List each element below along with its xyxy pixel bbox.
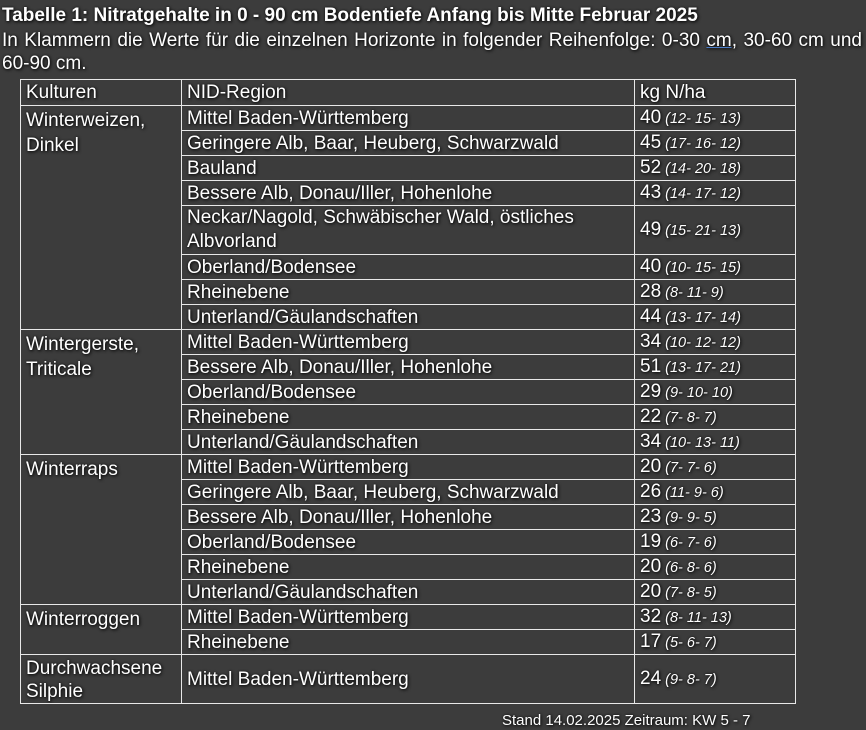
value-cell (635, 505, 796, 530)
table-header-row (21, 80, 796, 106)
horizon-values: (9- 8- 7) (665, 671, 717, 688)
value-cell (635, 305, 796, 330)
horizon-values: (11- 9- 6) (665, 484, 724, 501)
kg-value: 43 (640, 181, 662, 203)
horizon-values: (6- 7- 6) (665, 534, 717, 551)
value-cell (635, 206, 796, 255)
kultur-cell: Winterweizen, Dinkel (21, 106, 182, 330)
horizon-values: (6- 8- 6) (665, 559, 717, 576)
kg-value: 20 (640, 555, 662, 577)
region-cell: Unterland/Gäulandschaften (182, 580, 635, 605)
region-cell: Mittel Baden-Württemberg (182, 106, 635, 131)
region-cell: Oberland/Bodensee (182, 380, 635, 405)
nitrate-table (20, 79, 796, 704)
kg-value: 32 (640, 605, 662, 627)
region-cell: Mittel Baden-Württemberg (182, 605, 635, 630)
value-cell (635, 181, 796, 206)
region-cell: Bessere Alb, Donau/Iller, Hohenlohe (182, 355, 635, 380)
header-kulturen: Kulturen (21, 80, 182, 106)
table-title: Tabelle 1: Nitratgehalte in 0 - 90 cm Bodentiefe Anfang bis Mitte Februar 2025 (2, 5, 698, 26)
kg-value: 24 (640, 667, 662, 689)
value-cell (635, 380, 796, 405)
kg-value: 17 (640, 630, 662, 652)
region-cell: Unterland/Gäulandschaften (182, 305, 635, 330)
horizon-values: (7- 8- 7) (665, 409, 717, 426)
value-cell (635, 156, 796, 181)
kg-value: 23 (640, 505, 662, 527)
value-cell (635, 430, 796, 455)
kultur-cell: Durchwachsene Silphie (21, 655, 182, 704)
kg-value: 29 (640, 380, 662, 402)
header-nid-region: NID-Region (182, 80, 635, 106)
table-row (21, 605, 796, 630)
value-cell (635, 405, 796, 430)
horizon-values: (14- 17- 12) (665, 185, 741, 202)
kg-value: 44 (640, 305, 662, 327)
kg-value: 26 (640, 480, 662, 502)
region-cell: Geringere Alb, Baar, Heuberg, Schwarzwald (182, 480, 635, 505)
kultur-cell: Winterroggen (21, 605, 182, 655)
value-cell (635, 330, 796, 355)
region-cell: Mittel Baden-Württemberg (182, 330, 635, 355)
kg-value: 34 (640, 330, 662, 352)
kg-value: 19 (640, 530, 662, 552)
kg-value: 28 (640, 280, 662, 302)
region-cell: Rheinebene (182, 630, 635, 655)
horizon-values: (10- 15- 15) (665, 259, 741, 276)
horizon-values: (8- 11- 13) (665, 609, 732, 626)
value-cell (635, 455, 796, 480)
value-cell (635, 580, 796, 605)
kg-value: 34 (640, 430, 662, 452)
region-cell: Bessere Alb, Donau/Iller, Hohenlohe (182, 505, 635, 530)
footer-stand: Stand 14.02.2025 Zeitraum: KW 5 - 7 (502, 712, 751, 729)
horizon-values: (9- 9- 5) (665, 509, 717, 526)
region-cell: Mittel Baden-Württemberg (182, 455, 635, 480)
subtitle-text-end: 30-60 cm und 60-90 cm. (2, 30, 862, 74)
horizon-values: (7- 7- 6) (665, 459, 717, 476)
kg-value: 51 (640, 355, 662, 377)
value-cell (635, 530, 796, 555)
region-cell: Unterland/Gäulandschaften (182, 430, 635, 455)
kg-value: 20 (640, 580, 662, 602)
horizon-values: (10- 13- 11) (665, 434, 740, 451)
region-cell: Oberland/Bodensee (182, 530, 635, 555)
table-row (21, 655, 796, 704)
value-cell (635, 555, 796, 580)
horizon-values: (10- 12- 12) (665, 334, 741, 351)
table-row (21, 106, 796, 131)
kg-value: 40 (640, 255, 662, 277)
region-cell: Bessere Alb, Donau/Iller, Hohenlohe (182, 181, 635, 206)
region-cell: Oberland/Bodensee (182, 255, 635, 280)
subtitle-underlined-text: cm, (706, 30, 738, 51)
horizon-values: (14- 20- 18) (665, 160, 741, 177)
horizon-values: (12- 15- 13) (665, 110, 741, 127)
region-cell: Rheinebene (182, 405, 635, 430)
value-cell (635, 280, 796, 305)
kg-value: 22 (640, 405, 662, 427)
horizon-values: (15- 21- 13) (665, 222, 741, 239)
region-cell: Geringere Alb, Baar, Heuberg, Schwarzwald (182, 131, 635, 156)
horizon-values: (5- 6- 7) (665, 634, 717, 651)
horizon-values: (9- 10- 10) (665, 384, 733, 401)
value-cell (635, 630, 796, 655)
kg-value: 40 (640, 106, 662, 128)
table-body (21, 106, 796, 704)
value-cell (635, 255, 796, 280)
value-cell (635, 605, 796, 630)
header-kg-n-ha: kg N/ha (635, 80, 796, 106)
table-subtitle (2, 29, 862, 75)
kultur-cell: Wintergerste, Triticale (21, 330, 182, 455)
value-cell (635, 131, 796, 156)
kg-value: 45 (640, 131, 662, 153)
kg-value: 49 (640, 218, 662, 240)
horizon-values: (7- 8- 5) (665, 584, 717, 601)
table-row (21, 455, 796, 480)
region-cell: Neckar/Nagold, Schwäbischer Wald, östliches Albvorland (182, 206, 635, 255)
region-cell: Rheinebene (182, 555, 635, 580)
table-row (21, 330, 796, 355)
kg-value: 52 (640, 156, 662, 178)
value-cell (635, 655, 796, 704)
horizon-values: (13- 17- 14) (665, 309, 741, 326)
region-cell: Bauland (182, 156, 635, 181)
horizon-values: (17- 16- 12) (665, 135, 741, 152)
kg-value: 20 (640, 455, 662, 477)
horizon-values: (13- 17- 21) (665, 359, 741, 376)
horizon-values: (8- 11- 9) (665, 284, 724, 301)
region-cell: Mittel Baden-Württemberg (182, 655, 635, 704)
subtitle-text: In Klammern die Werte für die einzelnen Horizonte in folgender Reihenfolge: 0-30 (2, 30, 707, 51)
kultur-cell: Winterraps (21, 455, 182, 605)
value-cell (635, 355, 796, 380)
region-cell: Rheinebene (182, 280, 635, 305)
value-cell (635, 480, 796, 505)
value-cell (635, 106, 796, 131)
